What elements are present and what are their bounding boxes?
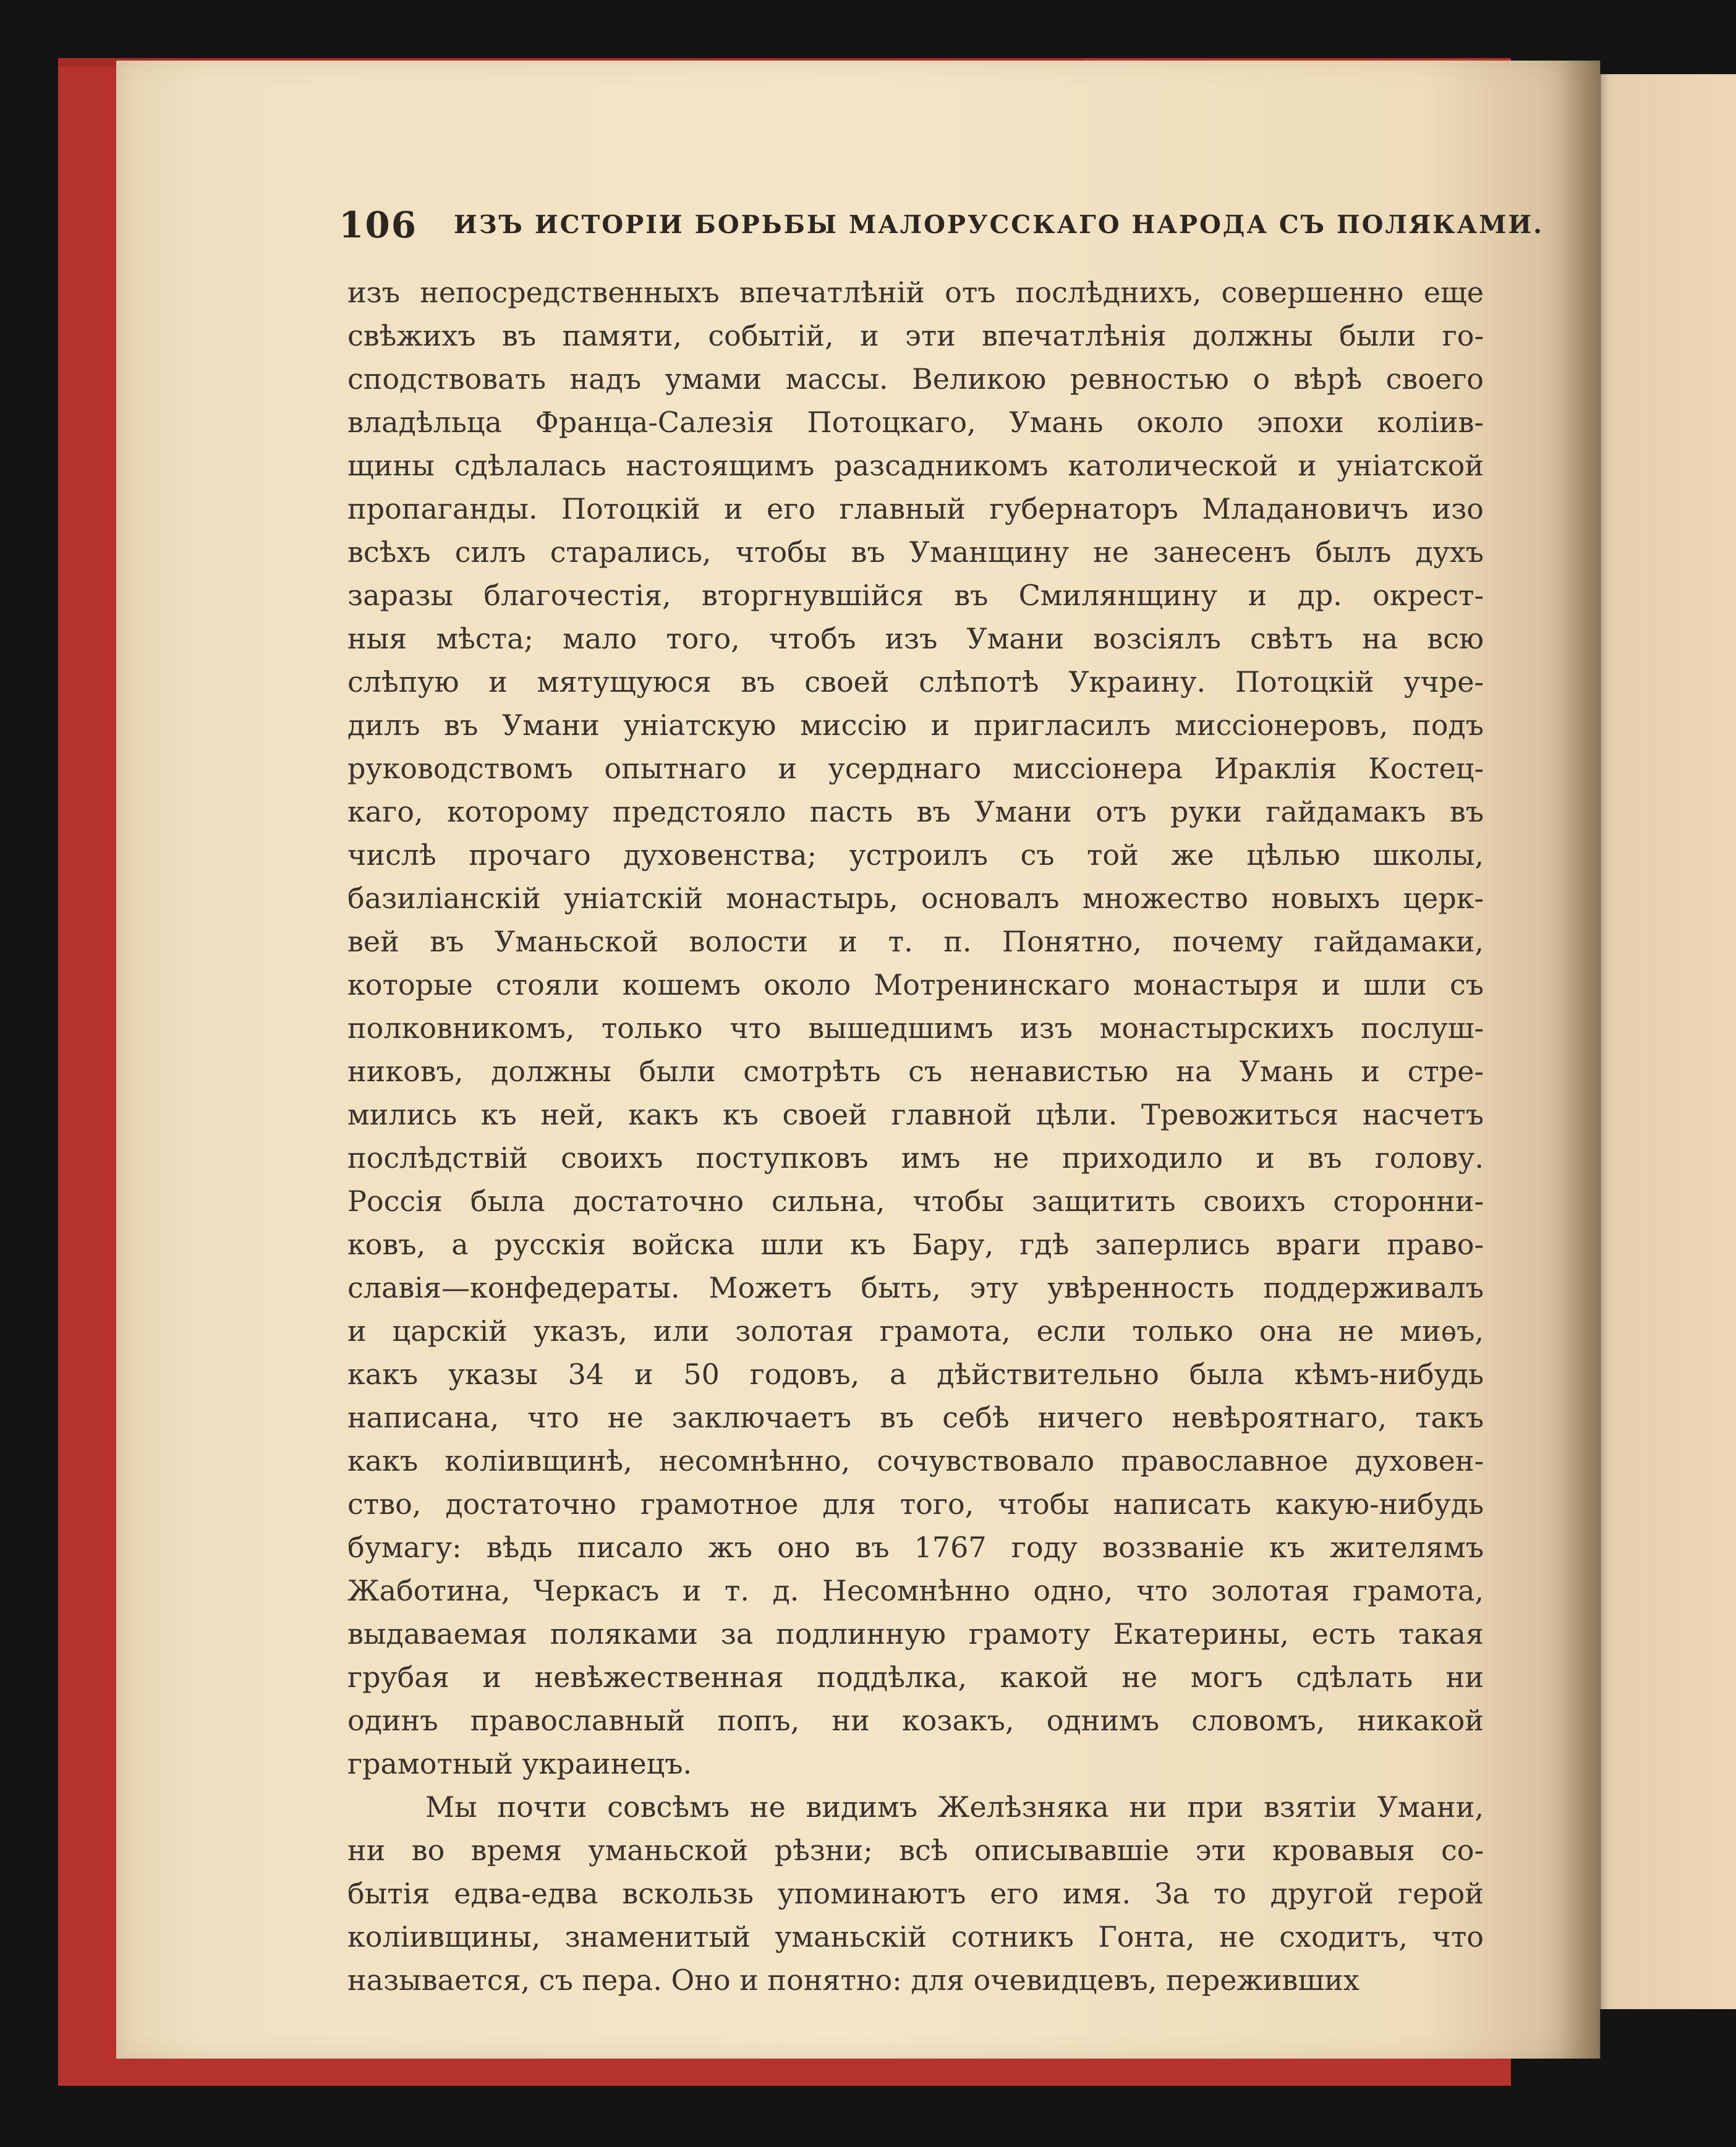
- facing-page-edge: [1589, 74, 1736, 2009]
- text-line: мились къ ней, какъ къ своей главной цѣли. Тревожиться насчетъ: [347, 1098, 1484, 1131]
- spine-shadow: [1558, 61, 1601, 2059]
- text-line: коліивщины, знаменитый уманьскій сотникъ Гонта, не сходитъ, что: [347, 1920, 1484, 1954]
- text-line: базиліанскій уніатскій монастырь, основалъ множество новыхъ церк-: [347, 882, 1484, 915]
- text-line: слѣпую и мятущуюся въ своей слѣпотѣ Украину. Потоцкій учре-: [347, 665, 1484, 699]
- paragraph: [347, 1785, 1484, 2002]
- text-line: ни во время уманьской рѣзни; всѣ описывавшіе эти кровавыя со-: [347, 1834, 1484, 1867]
- text-line: владѣльца Франца-Салезія Потоцкаго, Умань около эпохи коліив-: [347, 406, 1484, 439]
- text-line: какъ коліивщинѣ, несомнѣнно, сочувствовало православное духовен-: [347, 1444, 1484, 1477]
- running-title: ИЗЪ ИСТОРІИ БОРЬБЫ МАЛОРУССКАГО НАРОДА СЪ ПОЛЯКАМИ.: [454, 210, 1544, 239]
- text-line: руководствомъ опытнаго и усерднаго миссіонера Ираклія Костец-: [347, 752, 1484, 785]
- text-line: и царскій указъ, или золотая грамота, если только она не миѳъ,: [347, 1314, 1484, 1348]
- text-line: пропаганды. Потоцкій и его главный губернаторъ Младановичъ изо: [347, 492, 1484, 525]
- text-line: числѣ прочаго духовенства; устроилъ съ той же цѣлью школы,: [347, 838, 1484, 872]
- text-line: каго, которому предстояло пасть въ Умани отъ руки гайдамакъ въ: [347, 795, 1484, 828]
- text-line: грубая и невѣжественная поддѣлка, какой не могъ сдѣлать ни: [347, 1660, 1484, 1694]
- text-line: изъ непосредственныхъ впечатлѣній отъ послѣднихъ, совершенно еще: [347, 276, 1484, 309]
- text-line: никовъ, должны были смотрѣть съ ненавистью на Умань и стре-: [347, 1055, 1484, 1088]
- text-line: бытія едва-едва вскользь упоминаютъ его имя. За то другой герой: [347, 1877, 1484, 1910]
- text-line: дилъ въ Умани уніатскую миссію и пригласилъ миссіонеровъ, подъ: [347, 708, 1484, 742]
- text-line: которые стояли кошемъ около Мотренинскаго монастыря и шли съ: [347, 968, 1484, 1001]
- body-text: [347, 271, 1484, 2002]
- text-line: сподствовать надъ умами массы. Великою ревностью о вѣрѣ своего: [347, 362, 1484, 396]
- text-line: вей въ Уманьской волости и т. п. Понятно, почему гайдамаки,: [347, 925, 1484, 958]
- text-line: полковникомъ, только что вышедшимъ изъ монастырскихъ послуш-: [347, 1011, 1484, 1045]
- page-header: [339, 204, 1544, 253]
- page-number: 106: [339, 204, 418, 246]
- text-line: Жаботина, Черкасъ и т. д. Несомнѣнно одно, что золотая грамота,: [347, 1574, 1484, 1607]
- text-line: ство, достаточно грамотное для того, чтобы написать какую-нибудь: [347, 1487, 1484, 1521]
- text-line: Мы почти совсѣмъ не видимъ Желѣзняка ни при взятіи Умани,: [425, 1790, 1484, 1824]
- text-line: Россія была достаточно сильна, чтобы защитить своихъ сторонни-: [347, 1184, 1484, 1218]
- text-line: выдаваемая поляками за подлинную грамоту Екатерины, есть такая: [347, 1617, 1484, 1651]
- text-line: свѣжихъ въ памяти, событій, и эти впечатлѣнія должны были го-: [347, 319, 1484, 352]
- text-line: ковъ, а русскія войска шли къ Бару, гдѣ заперлись враги право-: [347, 1228, 1484, 1261]
- text-line: славія—конфедераты. Можетъ быть, эту увѣренность поддерживалъ: [347, 1271, 1484, 1304]
- text-line: ныя мѣста; мало того, чтобъ изъ Умани возсіялъ свѣтъ на всю: [347, 622, 1484, 655]
- paragraph: [347, 271, 1484, 1785]
- text-line: одинъ православный попъ, ни козакъ, однимъ словомъ, никакой: [347, 1704, 1484, 1737]
- text-line: бумагу: вѣдь писало жъ оно въ 1767 году воззваніе къ жителямъ: [347, 1531, 1484, 1564]
- text-line: всѣхъ силъ старались, чтобы въ Уманщину не занесенъ былъ духъ: [347, 535, 1484, 569]
- text-line: послѣдствій своихъ поступковъ имъ не приходило и въ голову.: [347, 1141, 1484, 1175]
- text-line: щины сдѣлалась настоящимъ разсадникомъ католической и уніатской: [347, 449, 1484, 482]
- text-line: написана, что не заключаетъ въ себѣ ничего невѣроятнаго, такъ: [347, 1401, 1484, 1434]
- text-line: называется, съ пера. Оно и понятно: для очевидцевъ, переживших: [347, 1963, 1359, 1997]
- text-line: заразы благочестія, вторгнувшійся въ Смилянщину и др. окрест-: [347, 579, 1484, 612]
- text-line: грамотный украинецъ.: [347, 1747, 692, 1780]
- text-line: какъ указы 34 и 50 годовъ, а дѣйствительно была кѣмъ-нибудь: [347, 1358, 1484, 1391]
